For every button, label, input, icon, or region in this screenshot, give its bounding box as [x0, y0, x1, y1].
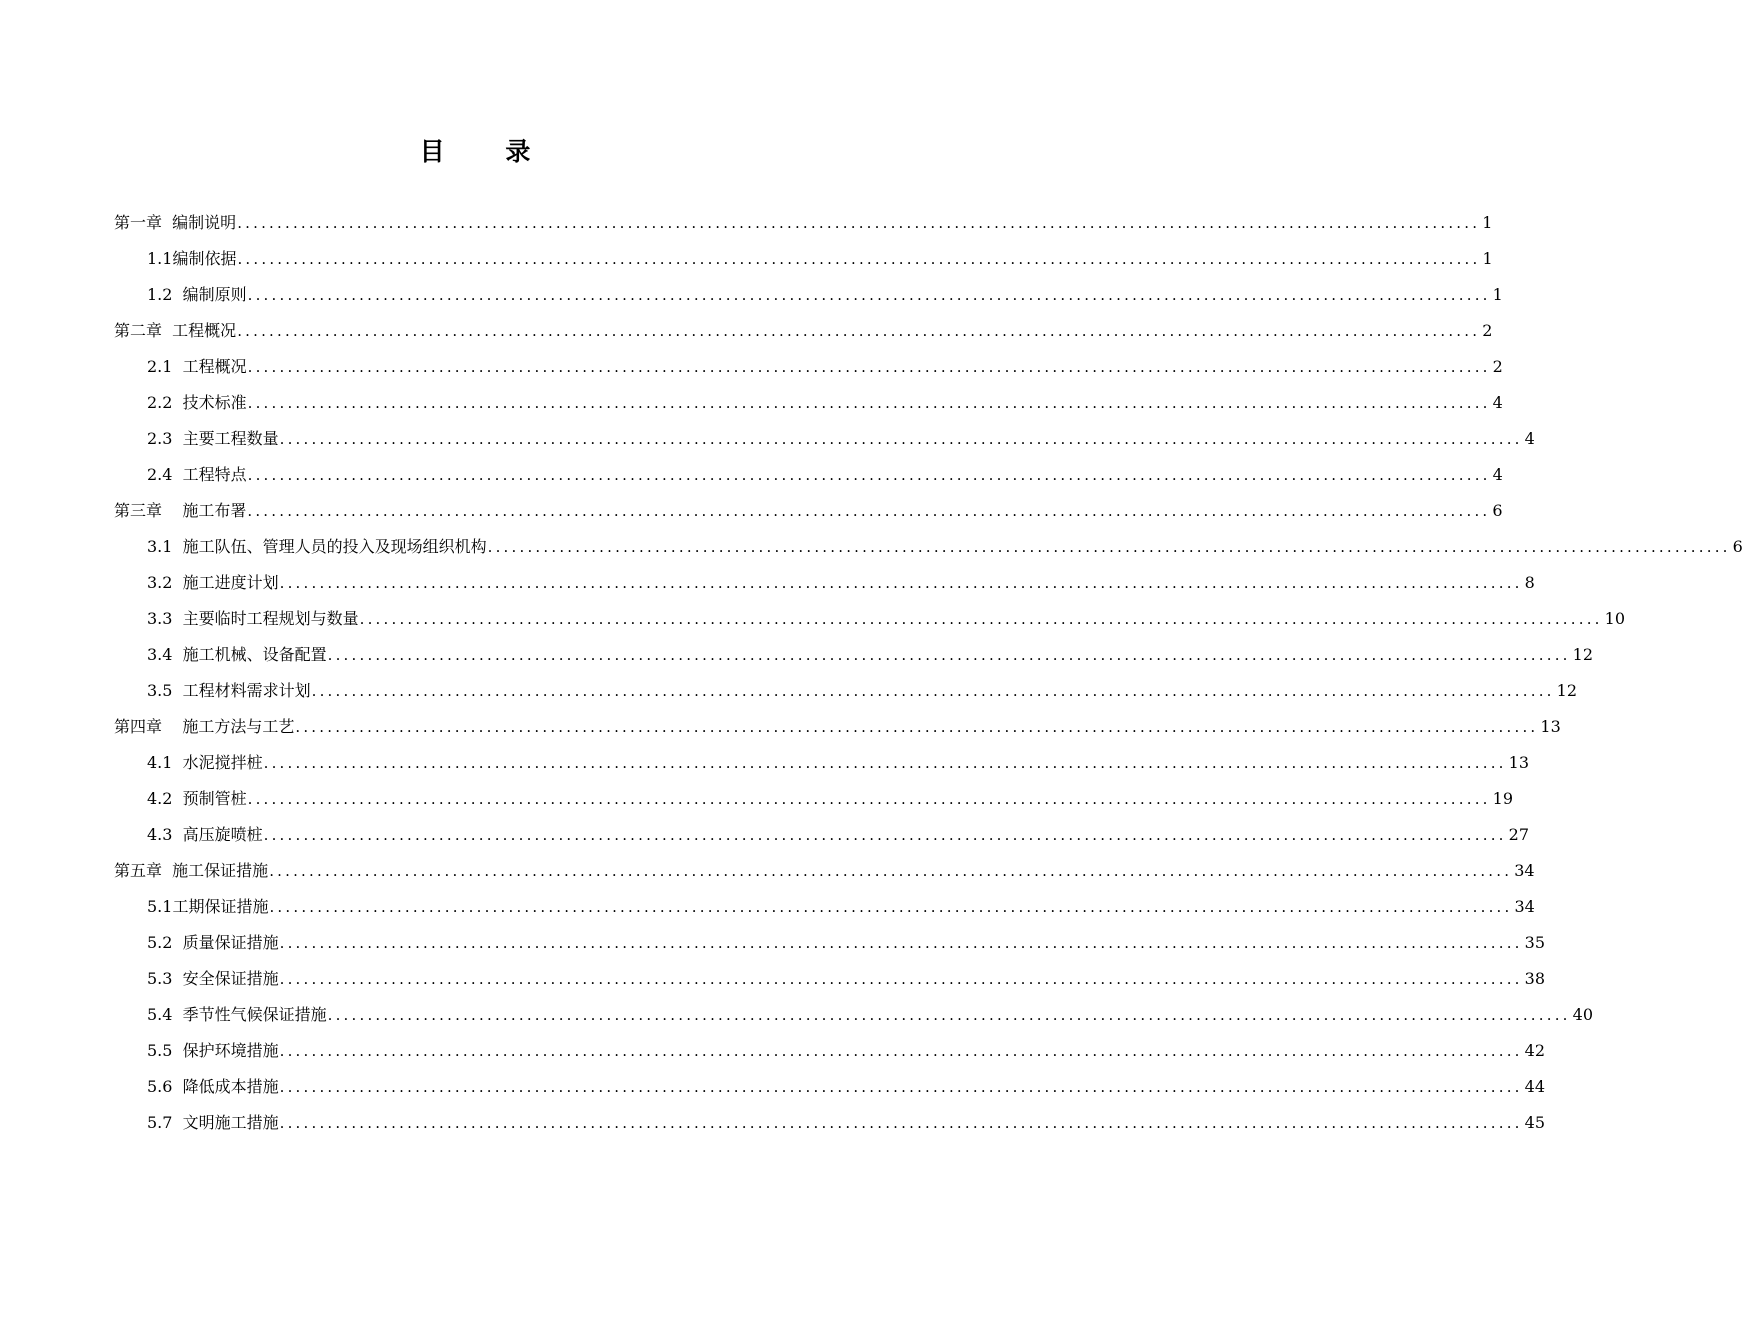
toc-page-number: 10 — [1604, 609, 1626, 628]
toc-entry-label: 5.7 文明施工措施 — [147, 1113, 279, 1132]
toc-dot-leader: ............................................................................................................................................................ — [279, 574, 1523, 592]
toc-section-entry[interactable] — [0, 385, 1503, 421]
toc-entry-label: 4.3 高压旋喷桩 — [147, 825, 263, 844]
toc-entry-row — [147, 1069, 1546, 1105]
toc-entry-row — [147, 277, 1503, 313]
toc-entry-row — [147, 349, 1503, 385]
toc-page-number: 2 — [1492, 357, 1503, 376]
toc-entry-label: 3.3 主要临时工程规划与数量 — [147, 609, 359, 628]
toc-section-entry[interactable] — [0, 889, 1535, 925]
toc-entry-row — [114, 205, 1493, 241]
toc-entry-label: 4.1 水泥搅拌桩 — [147, 753, 263, 772]
toc-page-number: 13 — [1540, 717, 1561, 736]
toc-entry-row — [147, 385, 1503, 421]
toc-page-number: 34 — [1514, 897, 1535, 916]
toc-list — [0, 205, 1743, 1141]
toc-entry-label: 5.5 保护环境措施 — [147, 1041, 279, 1060]
toc-page-number: 6 — [1732, 537, 1743, 556]
toc-chapter-entry[interactable] — [0, 313, 1493, 349]
toc-entry-label: 1.1编制依据 — [147, 249, 237, 268]
toc-entry-label: 第二章 工程概况 — [114, 321, 237, 340]
toc-entry-label: 第三章 施工布署 — [114, 501, 247, 520]
toc-page-number: 8 — [1524, 573, 1535, 592]
toc-entry-row — [114, 313, 1493, 349]
toc-chapter-entry[interactable] — [0, 709, 1561, 745]
toc-entry-row — [147, 529, 1743, 565]
toc-entry-label: 2.1 工程概况 — [147, 357, 247, 376]
toc-entry-row — [147, 241, 1493, 277]
toc-section-entry[interactable] — [0, 817, 1530, 853]
toc-dot-leader: ............................................................................................................................................................ — [279, 970, 1523, 988]
toc-section-entry[interactable] — [0, 1033, 1546, 1069]
toc-section-entry[interactable] — [0, 241, 1493, 277]
toc-section-entry[interactable] — [0, 565, 1535, 601]
toc-entry-row — [147, 1033, 1546, 1069]
toc-dot-leader: ............................................................................................................................................................ — [269, 898, 1513, 916]
toc-section-entry[interactable] — [0, 781, 1514, 817]
toc-entry-row — [147, 637, 1594, 673]
toc-dot-leader: ............................................................................................................................................................ — [487, 538, 1731, 556]
toc-page-number: 12 — [1572, 645, 1594, 664]
toc-page-number: 38 — [1524, 969, 1546, 988]
toc-entry-label: 3.1 施工队伍、管理人员的投入及现场组织机构 — [147, 537, 487, 556]
toc-entry-label: 5.4 季节性气候保证措施 — [147, 1005, 327, 1024]
toc-chapter-entry[interactable] — [0, 493, 1503, 529]
toc-page-number: 1 — [1482, 213, 1493, 232]
toc-page-number: 2 — [1482, 321, 1493, 340]
toc-entry-label: 第四章 施工方法与工艺 — [114, 717, 295, 736]
toc-dot-leader: ............................................................................................................................................................ — [279, 1042, 1523, 1060]
toc-entry-label: 1.2 编制原则 — [147, 285, 247, 304]
toc-page-number: 34 — [1514, 861, 1535, 880]
toc-dot-leader: ............................................................................................................................................................ — [311, 682, 1555, 700]
toc-entry-row — [147, 457, 1503, 493]
toc-entry-row — [147, 997, 1594, 1033]
toc-section-entry[interactable] — [0, 673, 1578, 709]
toc-title: 目 录 — [419, 137, 557, 166]
toc-page-number: 4 — [1492, 393, 1503, 412]
toc-entry-label: 3.2 施工进度计划 — [147, 573, 279, 592]
toc-entry-label: 5.3 安全保证措施 — [147, 969, 279, 988]
toc-section-entry[interactable] — [0, 997, 1594, 1033]
toc-entry-label: 2.2 技术标准 — [147, 393, 247, 412]
toc-section-entry[interactable] — [0, 349, 1503, 385]
toc-entry-row — [147, 565, 1535, 601]
toc-entry-row — [147, 961, 1546, 997]
toc-page-number: 35 — [1524, 933, 1546, 952]
toc-dot-leader: ............................................................................................................................................................ — [359, 610, 1603, 628]
toc-chapter-entry[interactable] — [0, 853, 1535, 889]
toc-entry-row — [147, 421, 1535, 457]
toc-dot-leader: ............................................................................................................................................................ — [295, 718, 1539, 736]
toc-dot-leader: ............................................................................................................................................................ — [247, 466, 1491, 484]
toc-entry-row — [147, 673, 1578, 709]
toc-page-number: 42 — [1524, 1041, 1546, 1060]
toc-dot-leader: ............................................................................................................................................................ — [279, 934, 1523, 952]
toc-section-entry[interactable] — [0, 421, 1535, 457]
toc-entry-label: 2.4 工程特点 — [147, 465, 247, 484]
toc-entry-row — [114, 853, 1535, 889]
toc-dot-leader: ............................................................................................................................................................ — [279, 1078, 1523, 1096]
toc-entry-row — [147, 1105, 1546, 1141]
toc-entry-label: 2.3 主要工程数量 — [147, 429, 279, 448]
toc-dot-leader: ............................................................................................................................................................ — [327, 646, 1571, 664]
toc-entry-row — [147, 745, 1530, 781]
toc-section-entry[interactable] — [0, 1069, 1546, 1105]
toc-page-number: 13 — [1508, 753, 1530, 772]
toc-section-entry[interactable] — [0, 601, 1626, 637]
toc-section-entry[interactable] — [0, 277, 1503, 313]
toc-section-entry[interactable] — [0, 529, 1743, 565]
toc-section-entry[interactable] — [0, 637, 1594, 673]
toc-dot-leader: ............................................................................................................................................................ — [247, 790, 1491, 808]
toc-entry-label: 4.2 预制管桩 — [147, 789, 247, 808]
toc-section-entry[interactable] — [0, 961, 1546, 997]
toc-page-number: 4 — [1492, 465, 1503, 484]
toc-page-number: 6 — [1492, 501, 1503, 520]
toc-entry-label: 5.2 质量保证措施 — [147, 933, 279, 952]
toc-dot-leader: ............................................................................................................................................................ — [279, 1114, 1523, 1132]
toc-page-number: 44 — [1524, 1077, 1546, 1096]
toc-chapter-entry[interactable] — [0, 205, 1493, 241]
toc-entry-label: 5.1工期保证措施 — [147, 897, 269, 916]
toc-dot-leader: ............................................................................................................................................................ — [269, 862, 1513, 880]
toc-page-number: 1 — [1492, 285, 1503, 304]
toc-page-number: 4 — [1524, 429, 1535, 448]
toc-dot-leader: ............................................................................................................................................................ — [263, 754, 1507, 772]
toc-entry-label: 第一章 编制说明 — [114, 213, 237, 232]
toc-dot-leader: ............................................................................................................................................................ — [263, 826, 1507, 844]
toc-section-entry[interactable] — [0, 457, 1503, 493]
toc-dot-leader: ............................................................................................................................................................ — [247, 394, 1491, 412]
toc-page-number: 19 — [1492, 789, 1514, 808]
toc-page-number: 12 — [1556, 681, 1578, 700]
toc-dot-leader: ............................................................................................................................................................ — [279, 430, 1523, 448]
toc-entry-row — [147, 925, 1546, 961]
toc-entry-label: 5.6 降低成本措施 — [147, 1077, 279, 1096]
toc-entry-label: 第五章 施工保证措施 — [114, 861, 269, 880]
toc-entry-row — [114, 493, 1503, 529]
toc-page-number: 27 — [1508, 825, 1530, 844]
toc-entry-label: 3.5 工程材料需求计划 — [147, 681, 311, 700]
toc-dot-leader: ............................................................................................................................................................ — [247, 358, 1491, 376]
toc-entry-row — [147, 889, 1535, 925]
toc-dot-leader: ............................................................................................................................................................ — [247, 502, 1491, 520]
toc-entry-row — [147, 601, 1626, 637]
toc-dot-leader: ............................................................................................................................................................ — [237, 214, 1481, 232]
toc-section-entry[interactable] — [0, 745, 1530, 781]
toc-section-entry[interactable] — [0, 925, 1546, 961]
toc-entry-row — [147, 781, 1514, 817]
toc-section-entry[interactable] — [0, 1105, 1546, 1141]
toc-dot-leader: ............................................................................................................................................................ — [327, 1006, 1571, 1024]
toc-page-number: 1 — [1482, 249, 1493, 268]
toc-page-number: 45 — [1524, 1113, 1546, 1132]
toc-page-number: 40 — [1572, 1005, 1594, 1024]
toc-entry-label: 3.4 施工机械、设备配置 — [147, 645, 327, 664]
toc-dot-leader: ............................................................................................................................................................ — [237, 322, 1481, 340]
toc-entry-row — [114, 709, 1561, 745]
toc-dot-leader: ............................................................................................................................................................ — [237, 250, 1481, 268]
toc-entry-row — [147, 817, 1530, 853]
toc-dot-leader: ............................................................................................................................................................ — [247, 286, 1491, 304]
